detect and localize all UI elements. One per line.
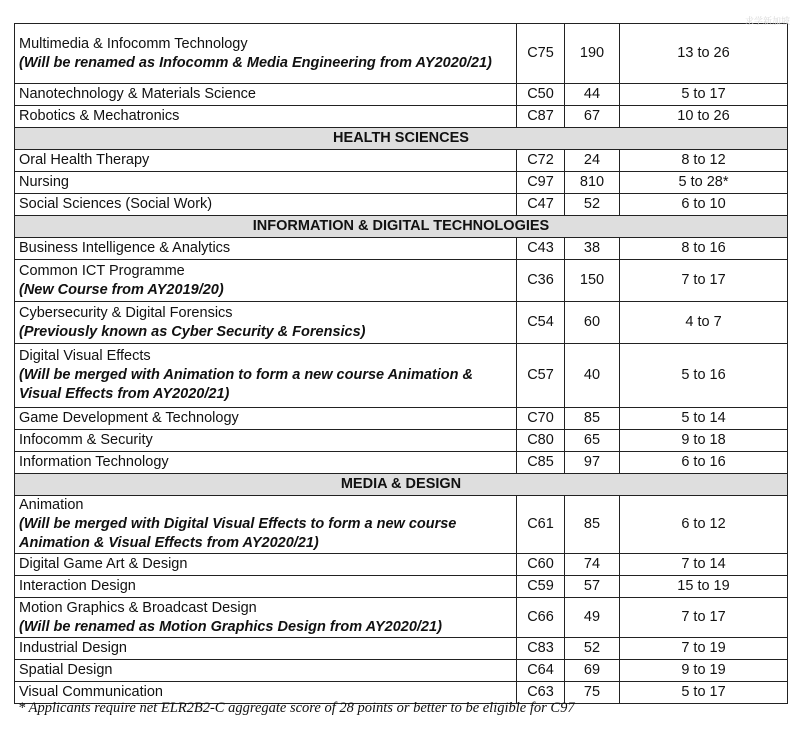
course-name: Interaction Design [19,578,136,594]
course-code: C83 [517,638,565,660]
intake-count: 85 [565,496,620,554]
course-name: Social Sciences (Social Work) [19,196,213,212]
course-row [15,496,788,554]
course-note: (New Course from AY2019/20) [19,281,224,298]
course-row [15,576,788,598]
intake-count: 60 [565,302,620,344]
aggregate-range: 5 to 14 [620,408,788,430]
aggregate-range: 6 to 16 [620,452,788,474]
course-name: Digital Visual Effects [19,348,151,364]
section-header-row [15,216,788,238]
course-code: C60 [517,554,565,576]
course-name-cell [15,238,517,260]
section-title: MEDIA & DESIGN [15,474,788,496]
course-name: Robotics & Mechatronics [19,108,180,124]
course-code: C97 [517,172,565,194]
course-row [15,452,788,474]
intake-count: 75 [565,682,620,704]
course-row [15,150,788,172]
course-code: C87 [517,106,565,128]
intake-count: 57 [565,576,620,598]
intake-count: 40 [565,344,620,408]
course-name: Game Development & Technology [19,410,239,426]
course-row [15,660,788,682]
course-name: Infocomm & Security [19,432,153,448]
intake-count: 190 [565,24,620,84]
intake-count: 52 [565,638,620,660]
aggregate-range: 9 to 19 [620,660,788,682]
course-name-cell [15,598,517,638]
course-name: Information Technology [19,454,169,470]
course-name: Common ICT Programme [19,262,185,279]
aggregate-range: 8 to 16 [620,238,788,260]
aggregate-range: 15 to 19 [620,576,788,598]
course-table-body [15,24,788,704]
intake-count: 52 [565,194,620,216]
course-name-cell [15,554,517,576]
course-name-cell [15,452,517,474]
course-row [15,638,788,660]
course-row [15,344,788,408]
course-row [15,598,788,638]
watermark: 求学新加坡 [744,16,790,26]
course-name-cell [15,408,517,430]
course-row [15,194,788,216]
course-table-container [14,23,788,704]
intake-count: 38 [565,238,620,260]
aggregate-range: 8 to 12 [620,150,788,172]
section-title: INFORMATION & DIGITAL TECHNOLOGIES [15,216,788,238]
course-name: Spatial Design [19,662,113,678]
course-code: C75 [517,24,565,84]
course-name: Nursing [19,174,69,190]
course-note: (Will be renamed as Infocomm & Media Engineering from AY2020/21) [19,54,492,71]
course-code: C72 [517,150,565,172]
intake-count: 810 [565,172,620,194]
course-name-cell [15,150,517,172]
intake-count: 65 [565,430,620,452]
course-name: Industrial Design [19,640,127,656]
course-name-cell [15,106,517,128]
intake-count: 67 [565,106,620,128]
course-row [15,238,788,260]
course-name-cell [15,302,517,344]
course-note: (Previously known as Cyber Security & Forensics) [19,323,366,340]
aggregate-range: 7 to 14 [620,554,788,576]
course-code: C70 [517,408,565,430]
course-name-cell [15,638,517,660]
course-code: C59 [517,576,565,598]
course-row [15,430,788,452]
course-name-cell [15,260,517,302]
section-title: HEALTH SCIENCES [15,128,788,150]
course-table [14,23,788,704]
aggregate-range: 6 to 10 [620,194,788,216]
course-code: C61 [517,496,565,554]
course-code: C54 [517,302,565,344]
aggregate-range: 7 to 17 [620,260,788,302]
aggregate-range: 5 to 16 [620,344,788,408]
course-name: Motion Graphics & Broadcast Design [19,599,257,616]
course-note: (Will be merged with Animation to form a new course Animation & Visual Effects from AY2020/21) [19,367,473,402]
course-row [15,554,788,576]
course-row [15,24,788,84]
course-code: C43 [517,238,565,260]
aggregate-range: 7 to 19 [620,638,788,660]
intake-count: 85 [565,408,620,430]
course-name-cell [15,660,517,682]
aggregate-range: 10 to 26 [620,106,788,128]
aggregate-range: 7 to 17 [620,598,788,638]
course-note: (Will be merged with Digital Visual Effects to form a new course Animation & Visual Effects from AY2020/21) [19,516,457,551]
course-name: Visual Communication [19,684,163,700]
course-code: C36 [517,260,565,302]
section-header-row [15,474,788,496]
course-code: C63 [517,682,565,704]
intake-count: 97 [565,452,620,474]
course-name-cell [15,172,517,194]
intake-count: 69 [565,660,620,682]
course-code: C47 [517,194,565,216]
course-row [15,84,788,106]
intake-count: 24 [565,150,620,172]
aggregate-range: 5 to 28* [620,172,788,194]
course-code: C85 [517,452,565,474]
course-code: C50 [517,84,565,106]
aggregate-range: 9 to 18 [620,430,788,452]
aggregate-range: 6 to 12 [620,496,788,554]
course-name: Business Intelligence & Analytics [19,240,231,256]
course-name: Digital Game Art & Design [19,556,188,572]
intake-count: 44 [565,84,620,106]
course-code: C57 [517,344,565,408]
course-name-cell [15,344,517,408]
course-code: C80 [517,430,565,452]
course-name: Nanotechnology & Materials Science [19,86,256,102]
course-name: Animation [19,497,84,513]
course-row [15,302,788,344]
course-row [15,260,788,302]
course-note: (Will be renamed as Motion Graphics Design from AY2020/21) [19,618,442,635]
aggregate-range: 4 to 7 [620,302,788,344]
intake-count: 74 [565,554,620,576]
course-row [15,172,788,194]
course-code: C66 [517,598,565,638]
course-name-cell [15,496,517,554]
intake-count: 49 [565,598,620,638]
course-code: C64 [517,660,565,682]
course-name: Oral Health Therapy [19,152,150,168]
course-name-cell [15,194,517,216]
section-header-row [15,128,788,150]
course-name-cell [15,576,517,598]
aggregate-range: 5 to 17 [620,84,788,106]
course-name-cell [15,84,517,106]
intake-count: 150 [565,260,620,302]
course-name-cell [15,430,517,452]
course-name: Cybersecurity & Digital Forensics [19,304,233,321]
course-row [15,408,788,430]
aggregate-range: 13 to 26 [620,24,788,84]
footnote: * Applicants require net ELR2B2-C aggregate score of 28 points or better to be eligible for C97 [18,700,575,716]
aggregate-range: 5 to 17 [620,682,788,704]
course-row [15,106,788,128]
course-name: Multimedia & Infocomm Technology [19,35,248,52]
course-name-cell [15,24,517,84]
